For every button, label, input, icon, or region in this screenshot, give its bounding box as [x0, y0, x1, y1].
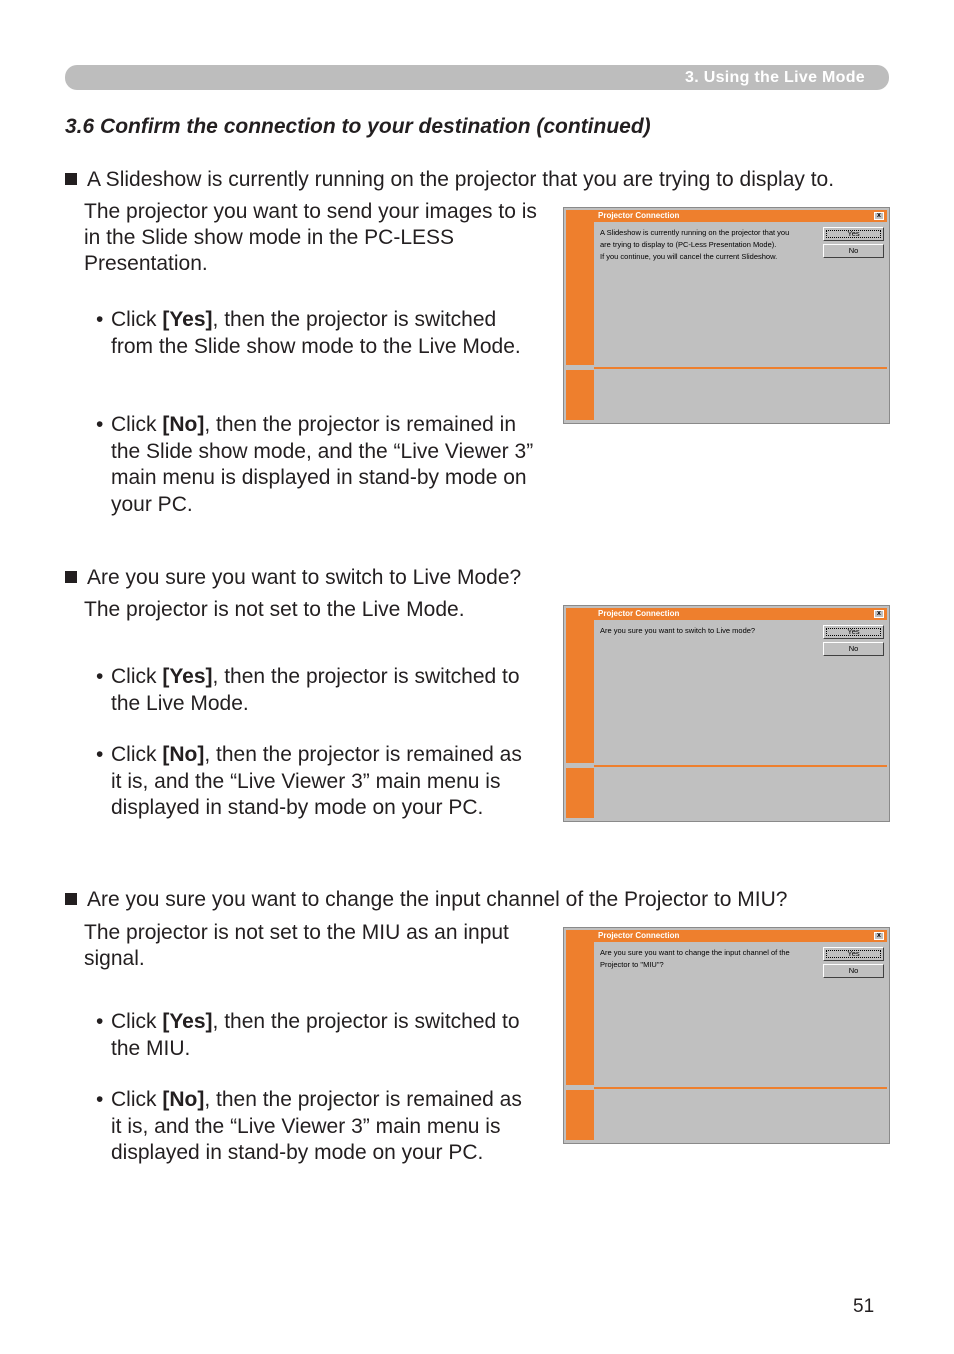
dialog-title: Projector Connection [598, 931, 680, 940]
no-explanation: • Click [No], then the projector is remained in the Slide show mode, and the “Live Viewer 3” main menu is displayed in stand-by mode on your PC. [96, 413, 534, 516]
header-bar [65, 65, 889, 90]
square-bullet-icon [65, 173, 77, 185]
no-button[interactable]: No [823, 642, 884, 656]
dialog-message: Are you sure you want to switch to Live mode? [600, 626, 756, 635]
yes-explanation: • Click [Yes], then the projector is switched from the Slide show mode to the Live Mode. [96, 308, 521, 358]
yes-button[interactable]: Yes [823, 625, 884, 639]
close-icon[interactable]: x [874, 212, 884, 220]
dialog-message: A Slideshow is currently running on the projector that you are trying to display to (PC-Less Presentation Mode). If you continue, you will cancel the current Slideshow. [600, 228, 790, 261]
yes-button[interactable]: Yes [823, 227, 884, 241]
projector-connection-dialog [563, 605, 890, 822]
dialog-message: Are you sure you want to change the input channel of the Projector to "MIU"? [600, 948, 790, 969]
square-bullet-icon [65, 571, 77, 583]
section-description: The projector you want to send your images to is in the Slide show mode in the PC-LESS Presentation. [84, 200, 537, 275]
page-title: 3.6 Confirm the connection to your destination (continued) [65, 115, 651, 138]
no-explanation: • Click [No], then the projector is remained as it is, and the “Live Viewer 3” main menu is displayed in stand-by mode on your PC. [96, 743, 522, 819]
section-heading-slideshow: A Slideshow is currently running on the projector that you are trying to display to. [65, 168, 834, 192]
section-label: 3. Using the Live Mode [685, 69, 865, 86]
yes-button[interactable]: Yes [823, 947, 884, 961]
square-bullet-icon [65, 893, 77, 905]
yes-explanation: • Click [Yes], then the projector is switched to the Live Mode. [96, 665, 520, 715]
dialog-title: Projector Connection [598, 211, 680, 220]
section-description: The projector is not set to the Live Mode. [84, 598, 465, 621]
section-heading-live-mode: Are you sure you want to switch to Live Mode? [65, 566, 521, 590]
section-heading-miu: Are you sure you want to change the input channel of the Projector to MIU? [65, 888, 787, 912]
no-explanation: • Click [No], then the projector is remained as it is, and the “Live Viewer 3” main menu is displayed in stand-by mode on your PC. [96, 1088, 522, 1164]
no-button[interactable]: No [823, 964, 884, 978]
dialog-title: Projector Connection [598, 609, 680, 618]
projector-connection-dialog [563, 927, 890, 1144]
no-button[interactable]: No [823, 244, 884, 258]
page-number: 51 [853, 1296, 875, 1317]
yes-explanation: • Click [Yes], then the projector is switched to the MIU. [96, 1010, 520, 1060]
dialog-titlebar [594, 608, 887, 620]
close-icon[interactable]: x [874, 932, 884, 940]
section-description: The projector is not set to the MIU as an input signal. [84, 921, 509, 970]
close-icon[interactable]: x [874, 610, 884, 618]
projector-connection-dialog [563, 207, 890, 424]
dialog-titlebar [594, 930, 887, 942]
dialog-titlebar [594, 210, 887, 222]
